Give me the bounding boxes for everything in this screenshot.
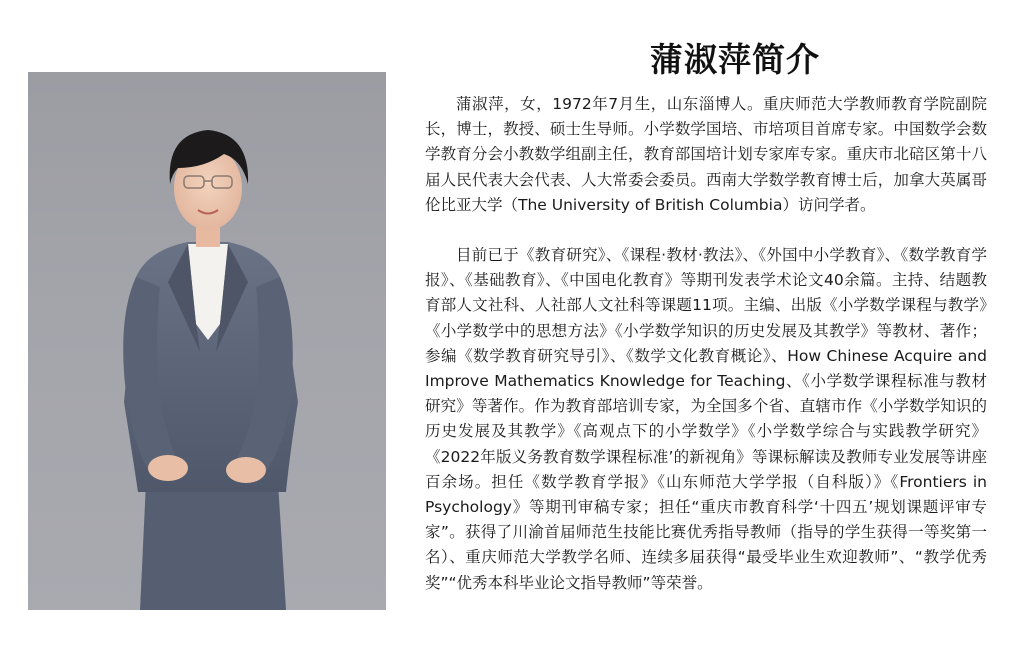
bio-paragraph: 目前已于《教育研究》、《课程·教材·教法》、《外国中小学教育》、《数学教育学报》、《基础教育》、《中国电化教育》等期刊发表学术论文40余篇。主持、结题教育部人文社科、人社部人文社科等课题11项。主编、出版《小学数学课程与教学》《小学数学中的思想方法》《小学数学知识的历史发展及其教学》等教材、著作；参编《数学教育研究导引》、《数学文化教育概论》、How Chinese Acquire and Improve Mathematics Knowledge for Teaching、《小学数学课程标准与教材研究》等著作。作为教育部培训专家，为全国多个省、直辖市作《小学数学知识的历史发展及其教学》《高观点下的小学数学》《小学数学综合与实践教学研究》《2022年版义务教育数学课程标准’的新视角》等课标解读及教师专业发展等讲座百余场。担任《数学教育学报》《山东师范大学学报（自科版）》《Frontiers in Psychology》等期刊审稿专家；担任“重庆市教育科学‘十四五’规划课题评审专家”。获得了川渝首届师范生技能比赛优秀指导教师（指导的学生获得一等奖第一名）、重庆师范大学教学名师、连续多届获得“最受毕业生欢迎教师”、“教学优秀奖”“优秀本科毕业论文指导教师”等荣誉。 — [425, 246, 987, 592]
page-title: 蒲淑萍简介 — [650, 40, 820, 79]
portrait-photo — [28, 72, 386, 610]
bio-text — [425, 92, 987, 596]
portrait-illustration — [28, 72, 386, 610]
bio-paragraph: 蒲淑萍，女，1972年7月生，山东淄博人。重庆师范大学教师教育学院副院长，博士，教授、硕士生导师。小学数学国培、市培项目首席专家。中国数学会数学教育分会小教数学组副主任，教育部国培计划专家库专家。重庆市北碚区第十八届人民代表大会代表、人大常委会委员。西南大学数学教育博士后，加拿大英属哥伦比亚大学（The University of British Columbia）访问学者。 — [425, 95, 987, 214]
